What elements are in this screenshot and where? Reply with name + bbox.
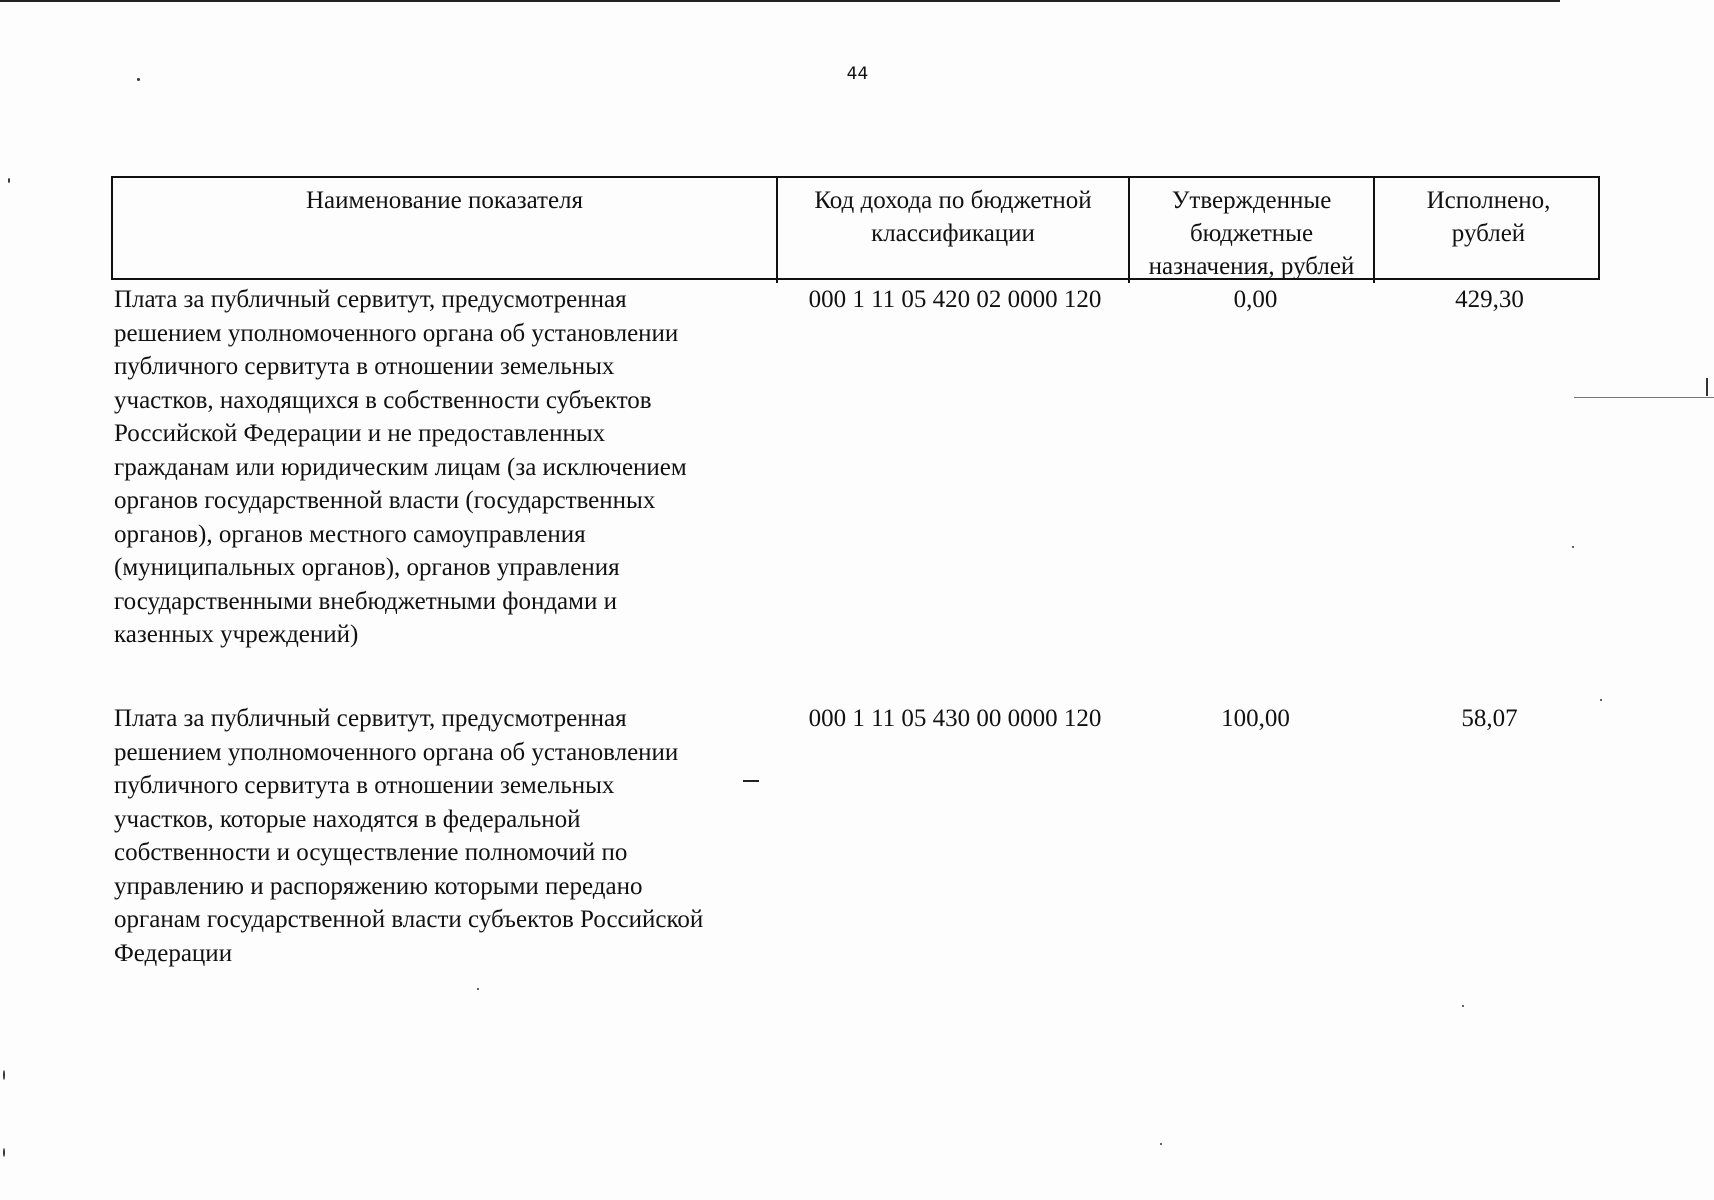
row-name-line: публичного сервитута в отношении земельных xyxy=(114,353,615,380)
row-name-line: гражданам или юридическим лицам (за исключением xyxy=(114,453,687,481)
row-name-line: публичного сервитута в отношении земельных xyxy=(114,772,615,799)
header-executed-cell xyxy=(1375,178,1602,283)
row-name-line: участков, находящихся в собственности субъектов xyxy=(114,386,652,414)
scan-edge-line xyxy=(1574,397,1714,398)
header-approved-text-line-2: бюджетные xyxy=(1189,220,1314,247)
header-code-cell xyxy=(778,178,1130,283)
row-executed-cell: 429,30 xyxy=(1455,286,1524,313)
page-number: 44 xyxy=(846,64,869,84)
row-name-line: Российской Федерации и не предоставленных xyxy=(114,420,606,447)
scan-dot xyxy=(1600,699,1602,701)
row-name-line: Плата за публичный сервитут, предусмотренная xyxy=(114,705,627,732)
row-name-line: органам государственной власти субъектов Российской xyxy=(114,906,704,933)
row-name-line: государственными внебюджетными фондами и xyxy=(114,587,617,615)
header-executed-text-line-1: Исполнено, xyxy=(1426,187,1551,214)
header-executed-text-line-2: рублей xyxy=(1451,220,1526,247)
scan-dot xyxy=(1160,1143,1162,1145)
row-approved-cell: 100,00 xyxy=(1221,705,1290,732)
header-code-text-line-1: Код дохода по бюджетной xyxy=(814,187,1092,214)
row-code-cell: 000 1 11 05 430 00 0000 120 xyxy=(808,705,1102,732)
row-name-line: участков, которые находятся в федеральной xyxy=(114,805,581,833)
row-name-cell xyxy=(114,283,774,652)
scan-dot xyxy=(137,78,140,81)
row-name-line: управлению и распоряжению которыми передано xyxy=(114,872,643,900)
row-name-line: Федерации xyxy=(114,939,233,967)
scan-dot xyxy=(1462,1005,1464,1007)
header-approved-cell xyxy=(1130,178,1375,283)
scan-dot xyxy=(8,178,10,183)
row-name-line: (муниципальных органов), органов управления xyxy=(114,554,620,581)
header-name-text: Наименование показателя xyxy=(305,187,584,214)
row-name-line: решением уполномоченного органа об установлении xyxy=(114,319,679,347)
scan-dot xyxy=(477,988,479,990)
scan-dot xyxy=(1572,546,1574,548)
row-name-line: органов государственной власти (государственных xyxy=(114,487,656,514)
table-header xyxy=(111,176,1600,280)
row-name-line: собственности и осуществление полномочий по xyxy=(114,839,628,866)
scan-top-edge-line xyxy=(0,0,1560,2)
row-code-cell: 000 1 11 05 420 02 0000 120 xyxy=(808,286,1102,313)
scan-dot xyxy=(1706,378,1708,396)
row-name-line: Плата за публичный сервитут, предусмотренная xyxy=(114,286,627,313)
header-code-text-line-2: классификации xyxy=(871,220,1035,247)
row-name-line: казенных учреждений) xyxy=(114,621,359,648)
header-name-cell xyxy=(113,178,778,283)
header-approved-text-line-3: назначения, рублей xyxy=(1148,253,1355,280)
header-approved-text-line-1: Утвержденные xyxy=(1171,187,1332,214)
row-name-cell xyxy=(114,702,774,970)
row-name-line: органов), органов местного самоуправления xyxy=(114,520,586,548)
row-executed-cell: 58,07 xyxy=(1461,705,1518,732)
row-name-line: решением уполномоченного органа об установлении xyxy=(114,738,679,766)
scan-dot xyxy=(3,1070,5,1080)
row-approved-cell: 0,00 xyxy=(1233,286,1278,313)
scan-dot xyxy=(3,1148,5,1157)
